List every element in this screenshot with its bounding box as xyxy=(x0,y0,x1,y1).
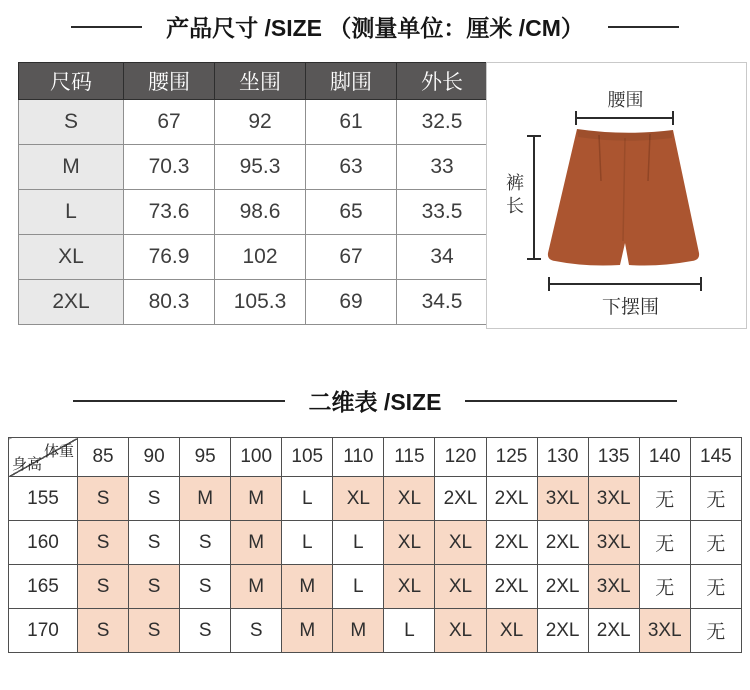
size-table-header-row xyxy=(19,63,488,100)
matrix-size-cell: 2XL xyxy=(486,521,537,565)
weight-header-cell: 130 xyxy=(537,438,588,477)
matrix-size-cell: XL xyxy=(486,609,537,653)
product-size-title-row xyxy=(0,10,750,43)
matrix-size-cell: 无 xyxy=(690,521,741,565)
matrix-size-cell: S xyxy=(180,565,231,609)
matrix-size-cell: 2XL xyxy=(537,609,588,653)
matrix-size-cell: XL xyxy=(384,477,435,521)
matrix-size-cell: XL xyxy=(384,521,435,565)
weight-header-cell: 140 xyxy=(639,438,690,477)
size-table-col-header-3: 脚围 xyxy=(306,63,397,100)
hem-label: 下摆围 xyxy=(601,297,659,318)
matrix-size-cell: M xyxy=(282,609,333,653)
size-value-cell: 73.6 xyxy=(124,190,215,235)
matrix-size-cell: 无 xyxy=(639,477,690,521)
weight-header-cell: 125 xyxy=(486,438,537,477)
weight-header-cell: 110 xyxy=(333,438,384,477)
matrix-size-cell: L xyxy=(384,609,435,653)
matrix-size-cell: XL xyxy=(384,565,435,609)
matrix-size-cell: XL xyxy=(333,477,384,521)
height-header-cell: 155 xyxy=(9,477,78,521)
matrix-size-cell: XL xyxy=(435,609,486,653)
matrix-corner-cell xyxy=(9,438,78,477)
title2-rule-left xyxy=(73,400,285,402)
matrix-size-cell: 无 xyxy=(690,565,741,609)
size-value-cell: 80.3 xyxy=(124,280,215,325)
size-name-cell: L xyxy=(19,190,124,235)
weight-header-cell: 115 xyxy=(384,438,435,477)
waist-measure-line xyxy=(576,111,673,125)
size-value-cell: 98.6 xyxy=(215,190,306,235)
matrix-size-cell: 2XL xyxy=(435,477,486,521)
matrix-size-cell: 3XL xyxy=(639,609,690,653)
matrix-size-cell: S xyxy=(78,565,129,609)
weight-header-cell: 95 xyxy=(180,438,231,477)
matrix-size-cell: S xyxy=(78,477,129,521)
matrix-size-cell: 2XL xyxy=(537,565,588,609)
product-size-title: 产品尺寸 /SIZE （测量单位：厘米 /CM） xyxy=(166,15,584,41)
matrix-size-cell: S xyxy=(180,609,231,653)
weight-header-cell: 90 xyxy=(129,438,180,477)
matrix-size-cell: M xyxy=(231,521,282,565)
title1-rule-right xyxy=(608,26,679,28)
weight-header-cell: 85 xyxy=(78,438,129,477)
hem-measure-line xyxy=(549,277,701,291)
matrix-size-cell: L xyxy=(282,521,333,565)
matrix-size-cell: L xyxy=(333,521,384,565)
height-header-cell: 170 xyxy=(9,609,78,653)
size-value-cell: 61 xyxy=(306,100,397,145)
size-value-cell: 76.9 xyxy=(124,235,215,280)
size-name-cell: 2XL xyxy=(19,280,124,325)
size-name-cell: XL xyxy=(19,235,124,280)
shorts-measure-diagram xyxy=(486,62,747,329)
matrix-size-cell: 无 xyxy=(639,565,690,609)
matrix-size-cell: S xyxy=(129,521,180,565)
size-value-cell: 34 xyxy=(397,235,488,280)
size-table-col-header-4: 外长 xyxy=(397,63,488,100)
weight-header-cell: 145 xyxy=(690,438,741,477)
matrix-size-cell: S xyxy=(129,477,180,521)
size-table-col-header-0: 尺码 xyxy=(19,63,124,100)
matrix-size-cell: 2XL xyxy=(486,477,537,521)
size-value-cell: 32.5 xyxy=(397,100,488,145)
size-value-cell: 33 xyxy=(397,145,488,190)
matrix-size-cell: L xyxy=(282,477,333,521)
weight-header-cell: 120 xyxy=(435,438,486,477)
size-value-cell: 92 xyxy=(215,100,306,145)
matrix-size-cell: S xyxy=(231,609,282,653)
matrix-size-cell: 3XL xyxy=(588,477,639,521)
matrix-size-cell: 2XL xyxy=(588,609,639,653)
size-value-cell: 69 xyxy=(306,280,397,325)
matrix-title: 二维表 /SIZE xyxy=(308,389,442,415)
height-header-cell: 165 xyxy=(9,565,78,609)
size-value-cell: 63 xyxy=(306,145,397,190)
matrix-size-cell: S xyxy=(78,609,129,653)
title2-rule-right xyxy=(465,400,677,402)
matrix-size-cell: 无 xyxy=(690,477,741,521)
size-table-col-header-1: 腰围 xyxy=(124,63,215,100)
matrix-size-cell: S xyxy=(180,521,231,565)
matrix-row-155 xyxy=(9,477,742,521)
size-value-cell: 65 xyxy=(306,190,397,235)
matrix-size-cell: XL xyxy=(435,565,486,609)
size-matrix-table xyxy=(8,437,742,653)
size-row-M xyxy=(19,145,488,190)
matrix-row-165 xyxy=(9,565,742,609)
matrix-size-cell: S xyxy=(78,521,129,565)
size-value-cell: 95.3 xyxy=(215,145,306,190)
matrix-row-170 xyxy=(9,609,742,653)
weight-header-cell: 100 xyxy=(231,438,282,477)
weight-header-cell: 105 xyxy=(282,438,333,477)
matrix-size-cell: M xyxy=(180,477,231,521)
matrix-size-cell: 3XL xyxy=(537,477,588,521)
height-axis-label: 身高 xyxy=(12,456,43,473)
matrix-size-cell: M xyxy=(231,477,282,521)
matrix-size-cell: S xyxy=(129,609,180,653)
matrix-size-cell: S xyxy=(129,565,180,609)
matrix-size-cell: M xyxy=(231,565,282,609)
matrix-size-cell: 3XL xyxy=(588,521,639,565)
pant-length-label: 裤长 xyxy=(504,173,524,219)
weight-axis-label: 体重 xyxy=(43,443,74,460)
waist-label: 腰围 xyxy=(607,90,644,110)
product-size-table xyxy=(18,62,488,325)
matrix-size-cell: 无 xyxy=(690,609,741,653)
size-value-cell: 67 xyxy=(306,235,397,280)
size-row-L xyxy=(19,190,488,235)
matrix-row-160 xyxy=(9,521,742,565)
matrix-size-cell: 3XL xyxy=(588,565,639,609)
matrix-size-cell: 2XL xyxy=(537,521,588,565)
matrix-size-cell: L xyxy=(333,565,384,609)
size-row-S xyxy=(19,100,488,145)
length-measure-line xyxy=(527,136,541,259)
weight-header-cell: 135 xyxy=(588,438,639,477)
size-row-XL xyxy=(19,235,488,280)
size-row-2XL xyxy=(19,280,488,325)
size-table-col-header-2: 坐围 xyxy=(215,63,306,100)
size-value-cell: 33.5 xyxy=(397,190,488,235)
matrix-header-row xyxy=(9,438,742,477)
matrix-size-cell: M xyxy=(333,609,384,653)
size-value-cell: 34.5 xyxy=(397,280,488,325)
size-value-cell: 102 xyxy=(215,235,306,280)
matrix-size-cell: M xyxy=(282,565,333,609)
matrix-title-row xyxy=(0,384,750,417)
matrix-size-cell: XL xyxy=(435,521,486,565)
title1-rule-left xyxy=(71,26,142,28)
size-name-cell: M xyxy=(19,145,124,190)
matrix-size-cell: 2XL xyxy=(486,565,537,609)
matrix-size-cell: 无 xyxy=(639,521,690,565)
size-value-cell: 70.3 xyxy=(124,145,215,190)
height-header-cell: 160 xyxy=(9,521,78,565)
size-value-cell: 105.3 xyxy=(215,280,306,325)
size-value-cell: 67 xyxy=(124,100,215,145)
size-name-cell: S xyxy=(19,100,124,145)
